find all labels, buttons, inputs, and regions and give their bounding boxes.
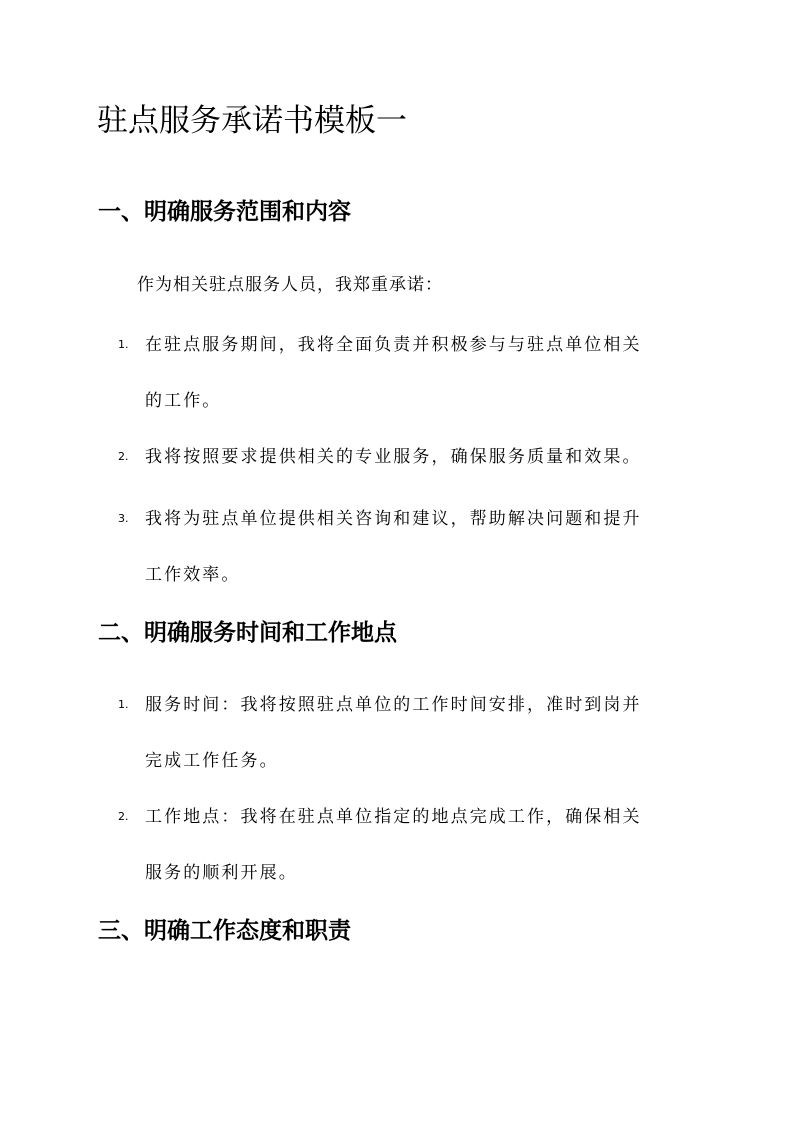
- item-text-line: 服务的顺利开展。: [145, 863, 298, 883]
- item-number: 1.: [118, 698, 129, 711]
- item-text-line: 完成工作任务。: [145, 751, 279, 771]
- section-heading-3: 三、明确工作态度和职责: [98, 918, 351, 944]
- item-number: 3.: [118, 512, 129, 525]
- item-number: 2.: [118, 450, 129, 463]
- document-title: 驻点服务承诺书模板一: [97, 103, 407, 139]
- item-text-line: 的工作。: [145, 391, 222, 411]
- item-number: 2.: [118, 810, 129, 823]
- section-1-intro: 作为相关驻点服务人员，我郑重承诺：: [137, 275, 443, 295]
- item-number: 1.: [118, 338, 129, 351]
- item-text-line: 服务时间：我将按照驻点单位的工作时间安排，准时到岗并: [145, 695, 642, 715]
- item-text-line: 我将按照要求提供相关的专业服务，确保服务质量和效果。: [145, 447, 642, 467]
- section-heading-1: 一、明确服务范围和内容: [98, 199, 351, 225]
- item-text-line: 我将为驻点单位提供相关咨询和建议，帮助解决问题和提升: [145, 509, 642, 529]
- item-text-line: 工作效率。: [145, 565, 241, 585]
- item-text-line: 在驻点服务期间，我将全面负责并积极参与与驻点单位相关: [145, 335, 642, 355]
- section-heading-2: 二、明确服务时间和工作地点: [98, 620, 397, 646]
- item-text-line: 工作地点：我将在驻点单位指定的地点完成工作，确保相关: [145, 807, 642, 827]
